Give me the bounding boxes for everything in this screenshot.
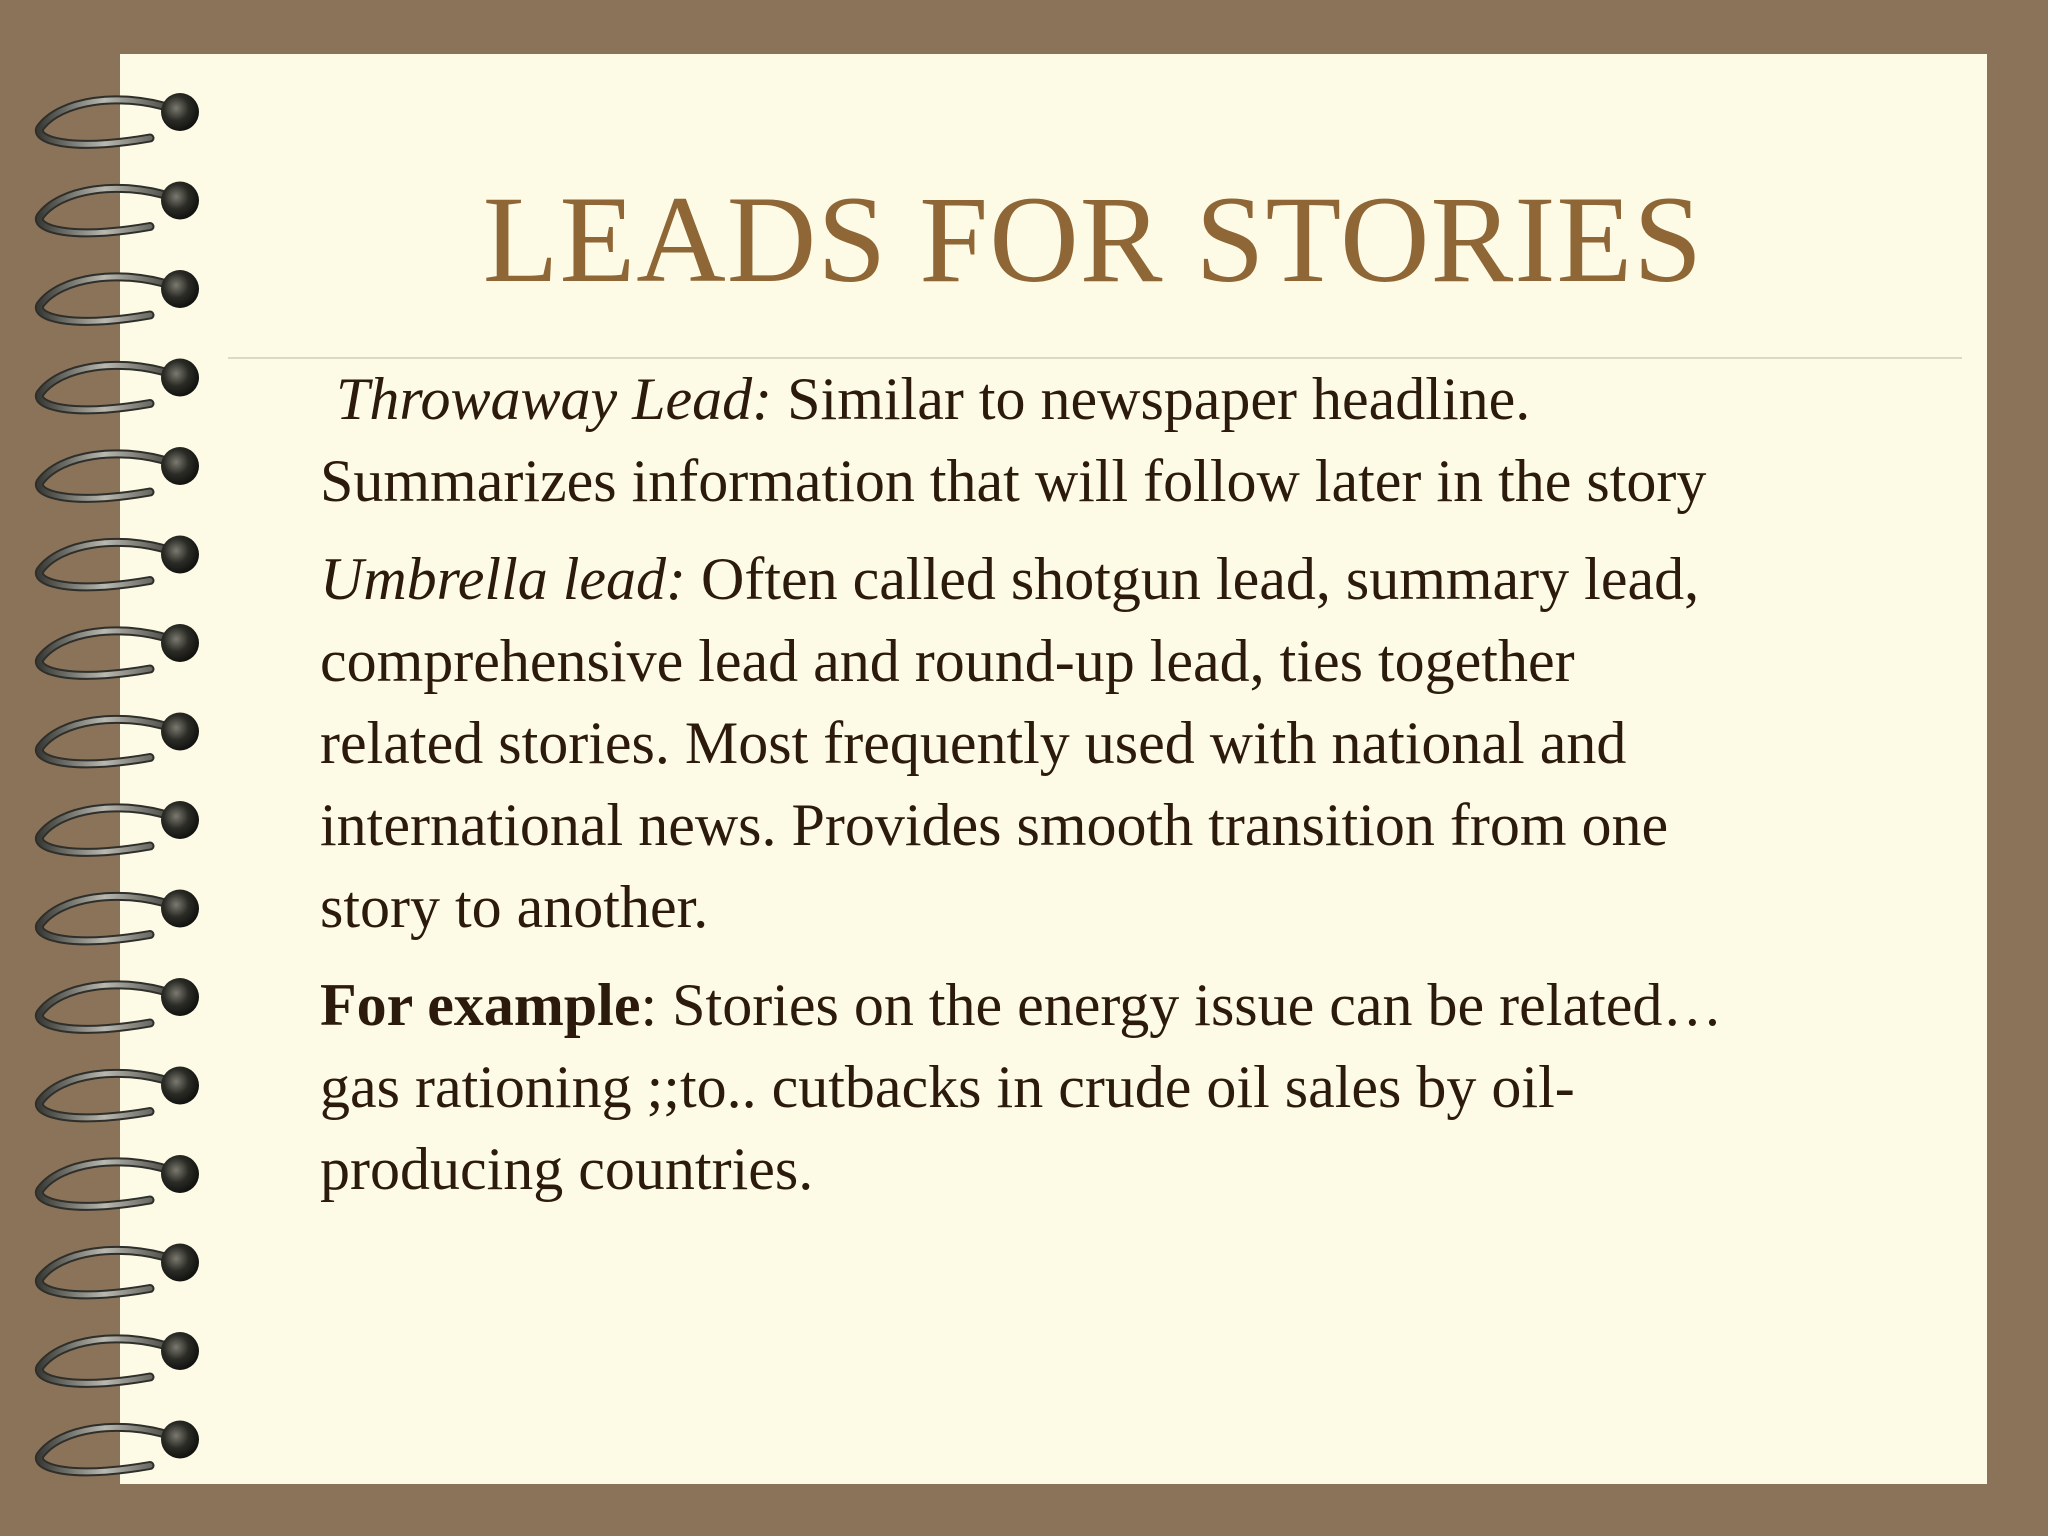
spiral-ring-icon	[39, 447, 199, 498]
spiral-binding-icon	[0, 0, 220, 1536]
spiral-ring-icon	[39, 890, 199, 941]
term-umbrella-lead: Umbrella lead:	[320, 546, 687, 612]
spiral-ring-icon	[39, 801, 199, 852]
spiral-ring-icon	[39, 1332, 199, 1383]
term-for-example: For example	[320, 972, 641, 1038]
slide-body	[320, 358, 1970, 1226]
paragraph-line: related stories. Most frequently used with national and	[320, 710, 1627, 776]
spiral-ring-icon	[39, 359, 199, 410]
paragraph-line: Often called shotgun lead, summary lead,	[686, 546, 1700, 612]
spiral-ring-icon	[39, 713, 199, 764]
paragraph-line: international news. Provides smooth transition from one	[320, 792, 1669, 858]
spiral-ring-icon	[39, 182, 199, 233]
term-throwaway-lead: Throwaway Lead:	[336, 366, 773, 432]
paragraph-line: comprehensive lead and round-up lead, ties together	[320, 628, 1575, 694]
spiral-ring-icon	[39, 1155, 199, 1206]
spiral-ring-icon	[39, 1244, 199, 1295]
paragraph-line: Summarizes information that will follow later in the story	[320, 448, 1707, 514]
paragraph-line: : Stories on the energy issue can be related…	[640, 972, 1723, 1038]
spiral-ring-icon	[39, 978, 199, 1029]
paragraph-line: gas rationing ;;to.. cutbacks in crude oil sales by oil-	[320, 1054, 1575, 1120]
spiral-ring-icon	[39, 270, 199, 321]
spiral-ring-icon	[39, 93, 199, 144]
paragraph-for-example	[320, 964, 1970, 1210]
spiral-ring-icon	[39, 624, 199, 675]
paragraph-line: producing countries.	[320, 1136, 814, 1202]
paragraph-umbrella-lead	[320, 538, 1970, 948]
paragraph-throwaway-lead	[320, 358, 1970, 522]
spiral-ring-icon	[39, 1421, 199, 1472]
paragraph-line: story to another.	[320, 874, 709, 940]
paragraph-line: Similar to newspaper headline.	[772, 366, 1531, 432]
spiral-ring-icon	[39, 536, 199, 587]
spiral-ring-icon	[39, 1067, 199, 1118]
slide-title: LEADS FOR STORIES	[482, 171, 1704, 308]
